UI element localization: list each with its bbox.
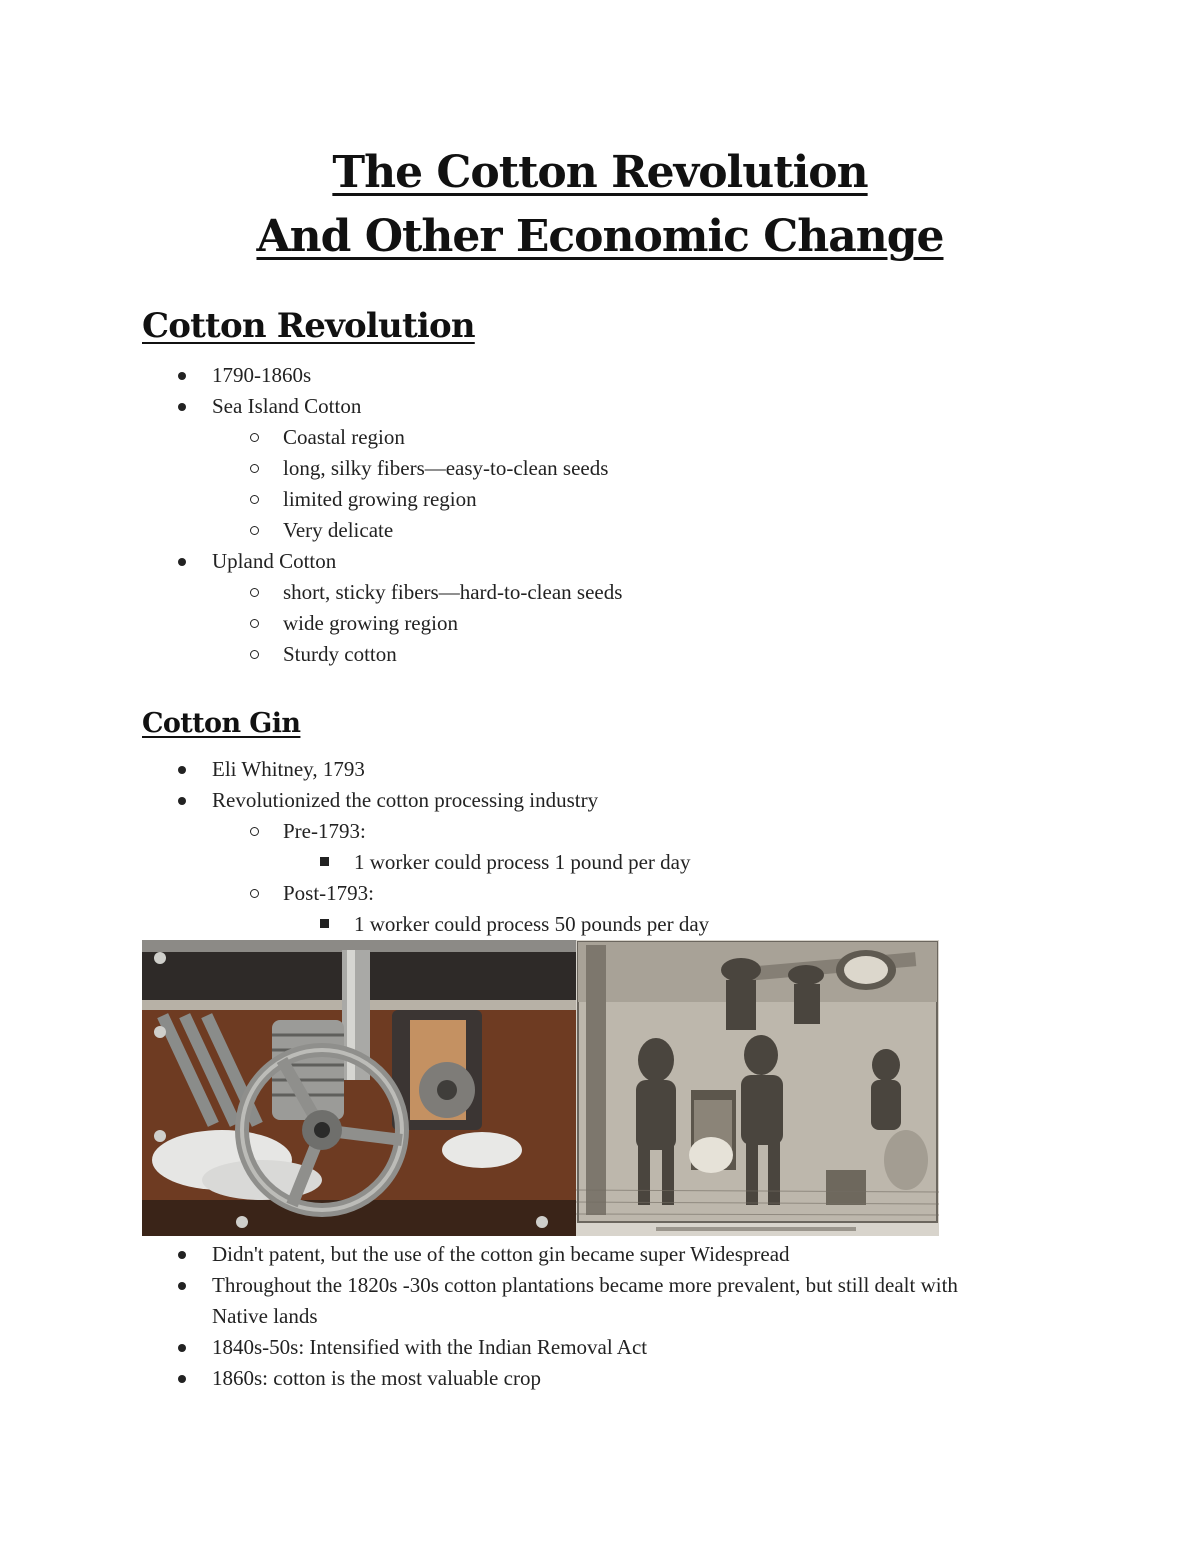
list-item: Upland Cotton	[212, 549, 337, 573]
cotton-gin-machine-photo	[142, 940, 576, 1236]
bullet-icon	[178, 797, 186, 805]
list-item: limited growing region	[283, 487, 477, 511]
list-item: short, sticky fibers—hard-to-clean seeds	[283, 580, 623, 604]
bullet-icon	[178, 372, 186, 380]
list-item-continuation: Native lands	[212, 1304, 318, 1328]
circle-bullet-icon	[250, 588, 259, 597]
list-item: Pre-1793:	[283, 819, 366, 843]
list-item: wide growing region	[283, 611, 458, 635]
list-item: 1 worker could process 1 pound per day	[354, 850, 691, 874]
list-item: Eli Whitney, 1793	[212, 757, 365, 781]
heading-cotton-revolution: Cotton Revolution	[142, 306, 475, 346]
bullet-icon	[178, 1251, 186, 1259]
list-item: Very delicate	[283, 518, 394, 542]
bullet-icon	[178, 1344, 186, 1352]
bullet-icon	[178, 1375, 186, 1383]
circle-bullet-icon	[250, 619, 259, 628]
list-item: Revolutionized the cotton processing industry	[212, 788, 599, 812]
list-item: 1860s: cotton is the most valuable crop	[212, 1366, 541, 1390]
circle-bullet-icon	[250, 889, 259, 898]
circle-bullet-icon	[250, 526, 259, 535]
bullet-icon	[178, 766, 186, 774]
circle-bullet-icon	[250, 650, 259, 659]
list-item: Sturdy cotton	[283, 642, 397, 666]
list-item: Sea Island Cotton	[212, 394, 362, 418]
list-item: long, silky fibers—easy-to-clean seeds	[283, 456, 609, 480]
square-bullet-icon	[320, 919, 329, 928]
heading-cotton-gin: Cotton Gin	[142, 708, 301, 739]
list-item: 1 worker could process 50 pounds per day	[354, 912, 710, 936]
list-item: Didn't patent, but the use of the cotton gin became super Widespread	[212, 1242, 790, 1266]
title-line-2: And Other Economic Change	[256, 211, 944, 262]
list-item: Throughout the 1820s -30s cotton plantations became more prevalent, but still dealt with	[212, 1273, 958, 1297]
title-line-1: The Cotton Revolution	[332, 147, 868, 198]
list-item: 1840s-50s: Intensified with the Indian Removal Act	[212, 1335, 648, 1359]
engraving-first-cotton-gin-illustration	[576, 940, 939, 1236]
bullet-icon	[178, 558, 186, 566]
circle-bullet-icon	[250, 464, 259, 473]
list-item: Coastal region	[283, 425, 405, 449]
list-item: 1790-1860s	[212, 363, 312, 387]
bullet-icon	[178, 403, 186, 411]
circle-bullet-icon	[250, 433, 259, 442]
square-bullet-icon	[320, 857, 329, 866]
list-item: Post-1793:	[283, 881, 375, 905]
bullet-icon	[178, 1282, 186, 1290]
circle-bullet-icon	[250, 827, 259, 836]
circle-bullet-icon	[250, 495, 259, 504]
